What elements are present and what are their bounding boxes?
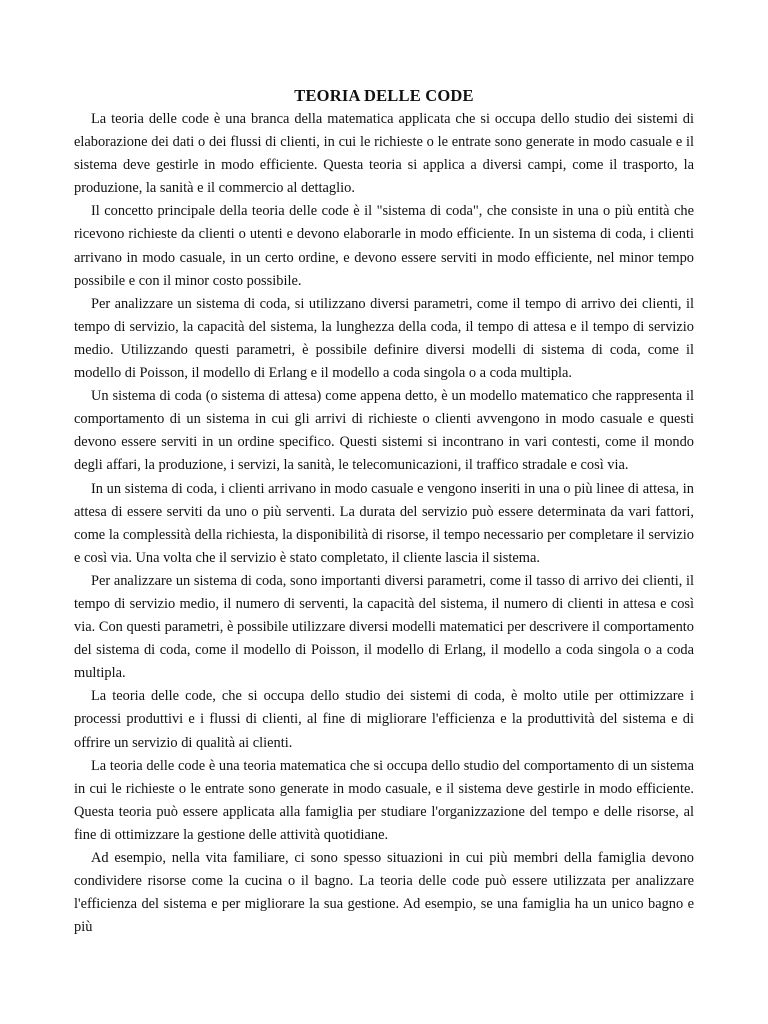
paragraph: Per analizzare un sistema di coda, si utilizzano diversi parametri, come il tempo di arrivo dei clienti, il tempo di servizio, la capacità del sistema, la lunghezza della coda, il tempo di attesa e il tempo di servizio medio. Utilizzando questi parametri, è possibile definire diversi modelli di sistema di coda, come il modello di Poisson, il modello di Erlang e il modello a coda singola o a coda multipla. xyxy=(74,295,694,382)
paragraph: La teoria delle code è una teoria matematica che si occupa dello studio del comportamento di un sistema in cui le richieste o le entrate sono generate in modo casuale, e il sistema deve gestirle in modo efficiente. Questa teoria può essere applicata alla famiglia per studiare l'organizzazione del tempo e delle risorse, al fine di ottimizzare la gestione delle attività quotidiane. xyxy=(74,757,694,843)
paragraph: Per analizzare un sistema di coda, sono importanti diversi parametri, come il tasso di arrivo dei clienti, il tempo di servizio medio, il numero di serventi, la capacità del sistema, il numero di clienti in attesa e così via. Con questi parametri, è possibile utilizzare diversi modelli matematici per descrivere il comportamento del sistema di coda, come il modello di Poisson, il modello di Erlang, il modello a coda singola o a coda multipla. xyxy=(74,572,694,682)
paragraph: La teoria delle code, che si occupa dello studio dei sistemi di coda, è molto utile per ottimizzare i processi produttivi e i flussi di clienti, al fine di migliorare l'efficienza e la produttività del sistema e di offrire un servizio di qualità ai clienti. xyxy=(74,688,694,751)
paragraph: Un sistema di coda (o sistema di attesa) come appena detto, è un modello matematico che rappresenta il comportamento di un sistema in cui gli arrivi di richieste o clienti avvengono in modo casuale e questi devono essere serviti in un ordine specifico. Questi sistemi si incontrano in vari contesti, come il mondo degli affari, la produzione, i servizi, la sanità, le telecomunicazioni, il traffico stradale e così via. xyxy=(74,388,694,474)
paragraph: In un sistema di coda, i clienti arrivano in modo casuale e vengono inseriti in una o più linee di attesa, in attesa di essere serviti da uno o più serventi. La durata del servizio può essere determinata da vari fattori, come la complessità della richiesta, la disponibilità di risorse, il tempo necessario per completare il servizio e così via. Una volta che il servizio è stato completato, il cliente lascia il sistema. xyxy=(74,480,694,566)
paragraph: Ad esempio, nella vita familiare, ci sono spesso situazioni in cui più membri della famiglia devono condividere risorse come la cucina o il bagno. La teoria delle code può essere utilizzata per analizzare l'efficienza del sistema e per migliorare la sua gestione. Ad esempio, se una famiglia ha un unico bagno e più xyxy=(74,850,694,936)
document-body xyxy=(74,108,694,939)
paragraph: Il concetto principale della teoria delle code è il "sistema di coda", che consiste in una o più entità che ricevono richieste da clienti o utenti e devono elaborarle in modo efficiente. In un sistema di coda, i clienti arrivano in modo casuale, in un certo ordine, e devono essere serviti in modo efficiente, nel minor tempo possibile e con il minor costo possibile. xyxy=(74,203,694,289)
paragraph: La teoria delle code è una branca della matematica applicata che si occupa dello studio dei sistemi di elaborazione dei dati o dei flussi di clienti, in cui le richieste o le entrate sono generate in modo casuale e il sistema deve gestirle in modo efficiente. Questa teoria si applica a diversi campi, come il trasporto, la produzione, la sanità e il commercio al dettaglio. xyxy=(74,111,694,197)
document-title: TEORIA DELLE CODE xyxy=(294,86,474,105)
